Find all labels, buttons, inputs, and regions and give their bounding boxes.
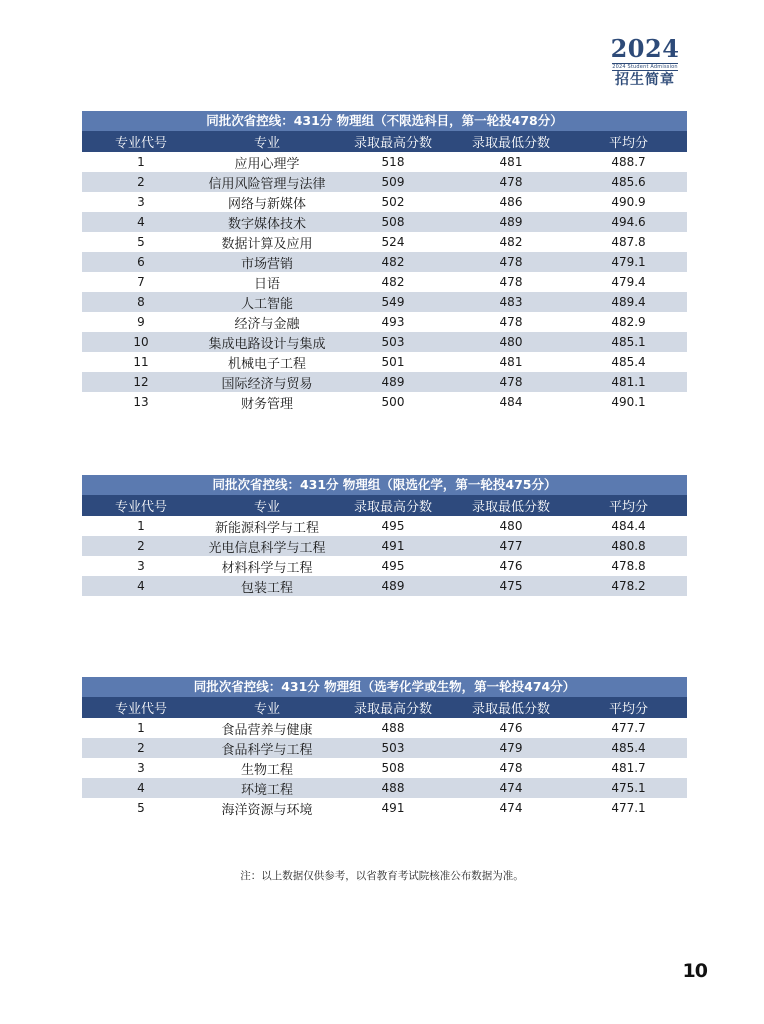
column-header-min-score: 录取最低分数 <box>471 136 550 151</box>
table-row <box>82 758 687 778</box>
cell-max-score: 495 <box>381 559 405 573</box>
cell-major: 市场营销 <box>240 256 293 272</box>
cell-major: 集成电路设计与集成 <box>208 336 326 352</box>
brand-year: 2024 <box>610 34 680 63</box>
table-row <box>82 312 687 332</box>
brand-logo <box>610 36 680 88</box>
column-header-avg-score: 平均分 <box>608 500 648 515</box>
cell-major: 应用心理学 <box>234 156 300 172</box>
cell-code: 3 <box>137 195 145 209</box>
cell-code: 3 <box>137 761 145 775</box>
cell-code: 5 <box>137 801 145 815</box>
cell-major: 材料科学与工程 <box>221 560 313 576</box>
cell-avg-score: 477.7 <box>611 721 646 735</box>
table-row <box>82 272 687 292</box>
table-heading: 同批次省控线：431分 物理组（不限选科目，第一轮投478分） <box>82 111 687 131</box>
column-header-max-score: 录取最高分数 <box>353 500 432 515</box>
cell-major: 国际经济与贸易 <box>221 376 313 392</box>
column-header-avg-score: 平均分 <box>608 702 648 717</box>
column-header-row <box>82 697 687 718</box>
column-header-min-score: 录取最低分数 <box>471 500 550 515</box>
table-group-2 <box>82 475 687 596</box>
cell-min-score: 476 <box>499 559 523 573</box>
table-row <box>82 172 687 192</box>
cell-code: 13 <box>133 395 149 409</box>
cell-major: 食品科学与工程 <box>221 742 313 758</box>
cell-code: 11 <box>133 355 149 369</box>
table-row <box>82 232 687 252</box>
cell-max-score: 489 <box>381 579 405 593</box>
table-row <box>82 718 687 738</box>
cell-min-score: 478 <box>499 255 523 269</box>
table-row <box>82 576 687 596</box>
column-header-code: 专业代号 <box>114 702 167 717</box>
cell-major: 海洋资源与环境 <box>221 802 313 818</box>
cell-code: 4 <box>137 781 145 795</box>
cell-max-score: 482 <box>381 275 405 289</box>
cell-avg-score: 479.1 <box>611 255 646 269</box>
cell-avg-score: 485.6 <box>611 175 646 189</box>
brand-subtitle: 2024 Student Admission <box>612 64 678 70</box>
cell-max-score: 491 <box>381 539 405 553</box>
cell-avg-score: 478.2 <box>611 579 646 593</box>
cell-min-score: 475 <box>499 579 523 593</box>
cell-major: 环境工程 <box>240 782 293 798</box>
cell-min-score: 483 <box>499 295 523 309</box>
footnote: 注：以上数据仅供参考，以省教育考试院核准公布数据为准。 <box>240 870 524 882</box>
cell-avg-score: 481.1 <box>611 375 646 389</box>
column-header-code: 专业代号 <box>114 136 167 151</box>
cell-code: 12 <box>133 375 149 389</box>
cell-avg-score: 477.1 <box>611 801 646 815</box>
cell-major: 机械电子工程 <box>227 356 306 372</box>
table-row <box>82 516 687 536</box>
cell-avg-score: 475.1 <box>611 781 646 795</box>
column-header-major: 专业 <box>253 500 280 515</box>
cell-avg-score: 484.4 <box>611 519 646 533</box>
table-row <box>82 192 687 212</box>
table-row <box>82 332 687 352</box>
cell-major: 日语 <box>253 276 280 292</box>
cell-code: 4 <box>137 215 145 229</box>
cell-avg-score: 488.7 <box>611 155 646 169</box>
cell-max-score: 500 <box>381 395 405 409</box>
cell-avg-score: 485.4 <box>611 355 646 369</box>
table-row <box>82 778 687 798</box>
cell-max-score: 495 <box>381 519 405 533</box>
column-header-row <box>82 131 687 152</box>
column-header-major: 专业 <box>253 136 280 151</box>
table-heading: 同批次省控线：431分 物理组（选考化学或生物，第一轮投474分） <box>82 677 687 697</box>
cell-major: 包装工程 <box>240 580 293 596</box>
cell-code: 2 <box>137 741 145 755</box>
column-header-avg-score: 平均分 <box>608 136 648 151</box>
cell-major: 财务管理 <box>240 396 293 412</box>
cell-min-score: 480 <box>499 519 523 533</box>
cell-min-score: 479 <box>499 741 523 755</box>
cell-code: 10 <box>133 335 149 349</box>
table-row <box>82 556 687 576</box>
cell-min-score: 477 <box>499 539 523 553</box>
cell-min-score: 478 <box>499 375 523 389</box>
cell-avg-score: 478.8 <box>611 559 646 573</box>
cell-code: 1 <box>137 155 145 169</box>
cell-code: 3 <box>137 559 145 573</box>
cell-major: 食品营养与健康 <box>221 722 313 738</box>
column-header-min-score: 录取最低分数 <box>471 702 550 717</box>
cell-avg-score: 490.1 <box>611 395 646 409</box>
cell-major: 信用风险管理与法律 <box>208 176 326 192</box>
cell-min-score: 474 <box>499 801 523 815</box>
cell-avg-score: 489.4 <box>611 295 646 309</box>
cell-min-score: 484 <box>499 395 523 409</box>
table-row <box>82 372 687 392</box>
cell-min-score: 486 <box>499 195 523 209</box>
cell-max-score: 549 <box>381 295 405 309</box>
cell-min-score: 480 <box>499 335 523 349</box>
table-group-3 <box>82 677 687 818</box>
table-row <box>82 212 687 232</box>
cell-max-score: 501 <box>381 355 405 369</box>
column-header-row <box>82 495 687 516</box>
cell-min-score: 481 <box>499 355 523 369</box>
cell-major: 网络与新媒体 <box>227 196 306 212</box>
column-header-max-score: 录取最高分数 <box>353 702 432 717</box>
cell-max-score: 503 <box>381 335 405 349</box>
cell-max-score: 482 <box>381 255 405 269</box>
cell-avg-score: 482.9 <box>611 315 646 329</box>
cell-major: 人工智能 <box>240 296 293 312</box>
cell-max-score: 488 <box>381 721 405 735</box>
cell-major: 经济与金融 <box>234 316 300 332</box>
cell-avg-score: 480.8 <box>611 539 646 553</box>
table-row <box>82 738 687 758</box>
table-row <box>82 798 687 818</box>
table-row <box>82 352 687 372</box>
cell-code: 5 <box>137 235 145 249</box>
cell-major: 数据计算及应用 <box>221 236 313 252</box>
cell-max-score: 503 <box>381 741 405 755</box>
table-row <box>82 392 687 412</box>
cell-min-score: 482 <box>499 235 523 249</box>
cell-min-score: 474 <box>499 781 523 795</box>
cell-code: 7 <box>137 275 145 289</box>
table-group-1 <box>82 111 687 412</box>
cell-max-score: 524 <box>381 235 405 249</box>
cell-avg-score: 485.1 <box>611 335 646 349</box>
cell-min-score: 489 <box>499 215 523 229</box>
table-heading: 同批次省控线：431分 物理组（限选化学，第一轮投475分） <box>82 475 687 495</box>
cell-code: 9 <box>137 315 145 329</box>
page-number: 10 <box>682 960 707 982</box>
cell-avg-score: 479.4 <box>611 275 646 289</box>
column-header-max-score: 录取最高分数 <box>353 136 432 151</box>
cell-max-score: 488 <box>381 781 405 795</box>
cell-max-score: 489 <box>381 375 405 389</box>
cell-code: 1 <box>137 519 145 533</box>
cell-max-score: 518 <box>381 155 405 169</box>
cell-max-score: 509 <box>381 175 405 189</box>
cell-avg-score: 485.4 <box>611 741 646 755</box>
column-header-code: 专业代号 <box>114 500 167 515</box>
column-header-major: 专业 <box>253 702 280 717</box>
table-row <box>82 252 687 272</box>
cell-min-score: 478 <box>499 275 523 289</box>
cell-avg-score: 481.7 <box>611 761 646 775</box>
cell-min-score: 478 <box>499 315 523 329</box>
cell-major: 生物工程 <box>240 762 293 778</box>
cell-min-score: 481 <box>499 155 523 169</box>
brand-title: 招生简章 <box>615 72 675 88</box>
table-row <box>82 536 687 556</box>
cell-max-score: 508 <box>381 215 405 229</box>
table-row <box>82 292 687 312</box>
cell-code: 2 <box>137 539 145 553</box>
cell-code: 2 <box>137 175 145 189</box>
cell-max-score: 502 <box>381 195 405 209</box>
cell-code: 1 <box>137 721 145 735</box>
cell-major: 新能源科学与工程 <box>214 520 319 536</box>
cell-max-score: 493 <box>381 315 405 329</box>
cell-code: 6 <box>137 255 145 269</box>
cell-avg-score: 490.9 <box>611 195 646 209</box>
cell-min-score: 478 <box>499 175 523 189</box>
cell-major: 数字媒体技术 <box>227 216 306 232</box>
cell-avg-score: 494.6 <box>611 215 646 229</box>
cell-max-score: 508 <box>381 761 405 775</box>
cell-min-score: 478 <box>499 761 523 775</box>
cell-max-score: 491 <box>381 801 405 815</box>
cell-major: 光电信息科学与工程 <box>208 540 326 556</box>
cell-avg-score: 487.8 <box>611 235 646 249</box>
cell-code: 4 <box>137 579 145 593</box>
cell-min-score: 476 <box>499 721 523 735</box>
cell-code: 8 <box>137 295 145 309</box>
table-row <box>82 152 687 172</box>
